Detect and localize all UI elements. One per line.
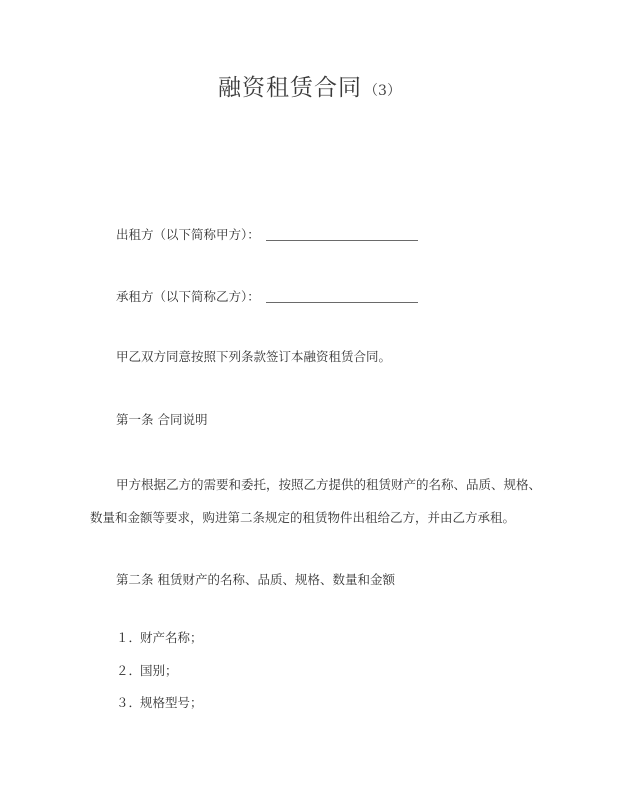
article-1-body-line-1: 甲方根据乙方的需要和委托，按照乙方提供的租赁财产的名称、品质、规格、 — [116, 477, 542, 492]
article-1-heading: 第一条 合同说明 — [116, 412, 208, 427]
article-1-body-line-2: 数量和金额等要求，购进第二条规定的租赁物件出租给乙方，并由乙方承租。 — [90, 510, 516, 525]
lessor-label: 出租方（以下简称甲方）： — [116, 227, 260, 242]
intro-paragraph: 甲乙双方同意按照下列条款签订本融资租赁合同。 — [116, 349, 392, 364]
title-suffix: （3） — [364, 83, 401, 99]
list-item-specification — [116, 694, 203, 712]
lessee-label: 承租方（以下简称乙方）： — [116, 289, 260, 304]
article-2-heading: 第二条 租赁财产的名称、品质、规格、数量和金额 — [116, 572, 395, 587]
item-label: 规格型号； — [140, 695, 203, 710]
lessee-field-row — [116, 288, 418, 306]
list-item-property-name — [116, 629, 203, 647]
item-number: １． — [116, 630, 142, 645]
item-number: ２． — [116, 663, 142, 678]
item-label: 财产名称； — [140, 630, 203, 645]
lessor-blank-line[interactable] — [266, 240, 418, 241]
document-title — [0, 74, 619, 105]
lessee-blank-line[interactable] — [266, 302, 418, 303]
list-item-country — [116, 662, 178, 680]
item-number: ３． — [116, 695, 142, 710]
lessor-field-row — [116, 226, 418, 244]
item-label: 国别； — [140, 663, 178, 678]
title-text: 融资租赁合同 — [218, 75, 363, 101]
